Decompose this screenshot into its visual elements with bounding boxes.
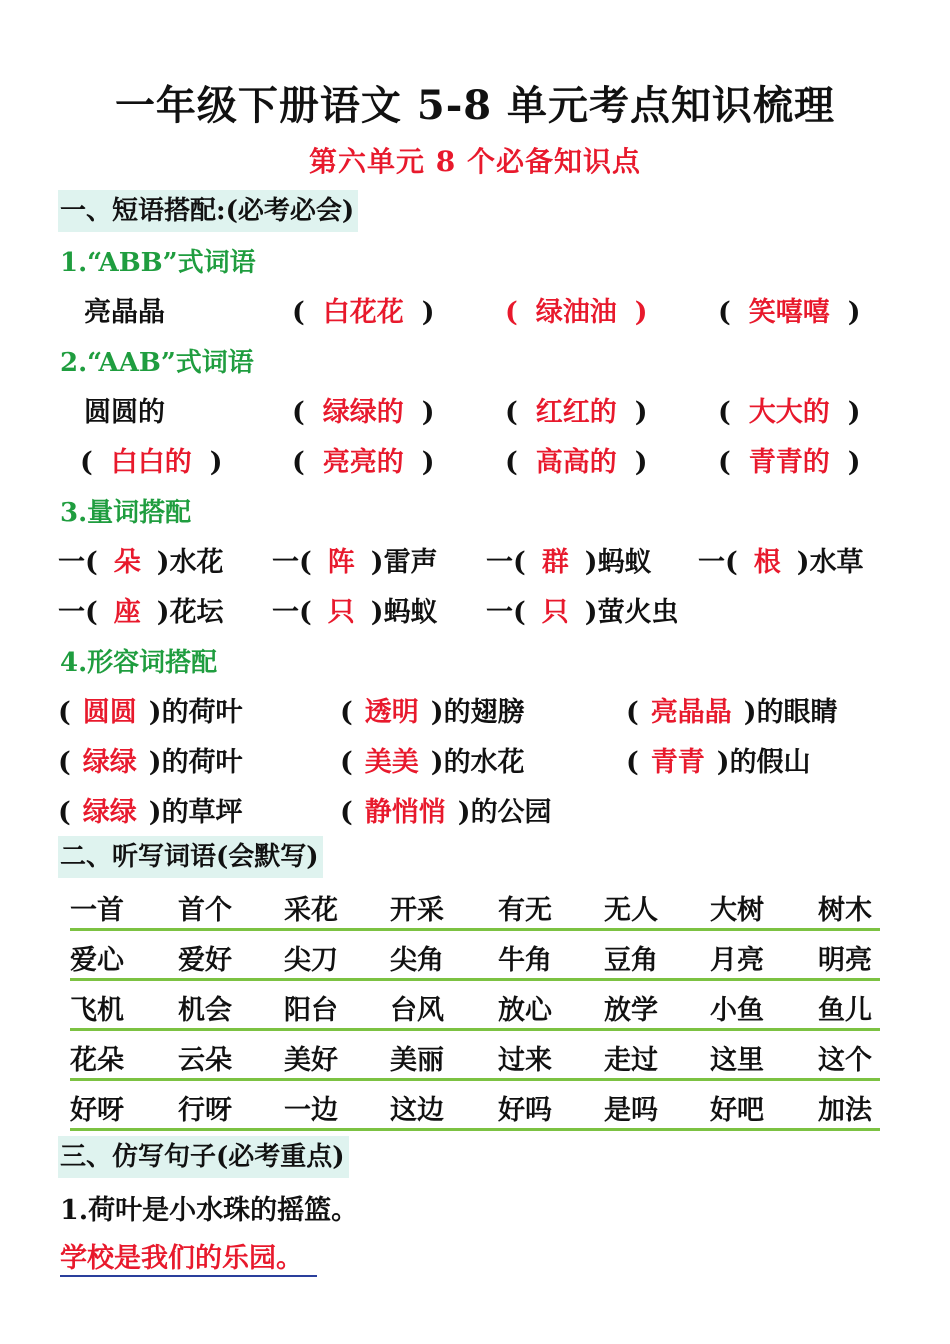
dictation-word: 是吗 — [604, 1095, 658, 1126]
dictation-word: 好吧 — [710, 1095, 764, 1126]
adjective-item: ( 美美 )的水花 — [340, 747, 525, 778]
measure-noun: 水花 — [169, 547, 224, 578]
dictation-word: 小鱼 — [710, 995, 764, 1026]
dictation-row — [70, 936, 880, 981]
dictation-word: 采花 — [284, 895, 338, 926]
answer-text: 高高的 — [535, 447, 617, 478]
dictation-word: 尖角 — [390, 945, 444, 976]
aab-given-word: 圆圆的 — [84, 397, 165, 428]
section-heading-dictation: 二、听写词语(会默写) — [58, 836, 323, 878]
dictation-word: 明亮 — [818, 945, 872, 976]
measure-prefix: 一( — [58, 597, 98, 628]
measure-item — [272, 540, 438, 579]
adjective-answer: 青青 — [650, 747, 705, 778]
answer-text: 青青的 — [748, 447, 830, 478]
adjective-noun: 的眼睛 — [756, 697, 838, 728]
dictation-word: 尖刀 — [284, 945, 338, 976]
dictation-word: 有无 — [498, 895, 552, 926]
adjective-noun: 的假山 — [729, 747, 811, 778]
aab-answer: ( 绿绿的 ) — [292, 397, 435, 428]
measure-close: ) — [584, 547, 598, 578]
dictation-row — [70, 1086, 880, 1131]
answer-text: 笑嘻嘻 — [748, 297, 830, 328]
measure-close: ) — [156, 597, 170, 628]
answer-sentence: 学校是我们的乐园。 — [60, 1236, 317, 1277]
dictation-word: 无人 — [604, 895, 658, 926]
measure-noun: 水草 — [809, 547, 864, 578]
measure-word-label: 3.量词搭配 — [60, 498, 192, 528]
answer-text: 红红的 — [535, 397, 617, 428]
adjective-noun: 的草坪 — [161, 797, 243, 828]
dictation-word: 台风 — [390, 995, 444, 1026]
measure-item — [698, 540, 864, 579]
adjective-answer: 美美 — [364, 747, 419, 778]
measure-close: ) — [370, 547, 384, 578]
adjective-item: ( 静悄悄 )的公园 — [340, 797, 552, 828]
measure-prefix: 一( — [486, 547, 526, 578]
measure-item — [58, 590, 224, 629]
dictation-word: 放学 — [604, 995, 658, 1026]
dictation-word: 首个 — [178, 895, 232, 926]
dictation-word: 爱心 — [70, 945, 124, 976]
adjective-answer: 透明 — [364, 697, 419, 728]
dictation-word: 鱼儿 — [818, 995, 872, 1026]
dictation-word: 过来 — [498, 1045, 552, 1076]
measure-item — [486, 540, 652, 579]
dictation-word: 这边 — [390, 1095, 444, 1126]
dictation-word: 云朵 — [178, 1045, 232, 1076]
measure-close: ) — [584, 597, 598, 628]
abb-answer-2: ( 绿油油 ) — [505, 297, 648, 328]
answer-text: 绿绿的 — [322, 397, 404, 428]
adjective-noun: 的水花 — [443, 747, 525, 778]
dictation-word: 花朵 — [70, 1045, 124, 1076]
aab-answer: ( 红红的 ) — [505, 397, 648, 428]
abb-given-word: 亮晶晶 — [84, 297, 165, 328]
measure-answer: 座 — [113, 597, 141, 628]
abb-answer-1: ( 白花花 ) — [292, 297, 435, 328]
dictation-word: 机会 — [178, 995, 232, 1026]
section-heading-imitation: 三、仿写句子(必考重点) — [58, 1136, 349, 1178]
dictation-word: 好吗 — [498, 1095, 552, 1126]
answer-text: 亮亮的 — [322, 447, 404, 478]
section-heading-phrases: 一、短语搭配:(必考必会) — [58, 190, 358, 232]
dictation-word: 树木 — [818, 895, 872, 926]
dictation-word: 加法 — [818, 1095, 872, 1126]
dictation-row — [70, 986, 880, 1031]
dictation-word: 牛角 — [498, 945, 552, 976]
aab-answer: ( 白白的 ) — [80, 447, 223, 478]
dictation-word: 阳台 — [284, 995, 338, 1026]
adjective-noun: 的荷叶 — [161, 747, 243, 778]
adjective-item: ( 绿绿 )的荷叶 — [58, 747, 243, 778]
measure-answer: 朵 — [113, 547, 141, 578]
adjective-noun: 的翅膀 — [443, 697, 525, 728]
abb-answer-3: ( 笑嘻嘻 ) — [718, 297, 861, 328]
adjective-answer: 亮晶晶 — [650, 697, 732, 728]
dictation-word: 好呀 — [70, 1095, 124, 1126]
measure-item — [58, 540, 224, 579]
adjective-answer: 圆圆 — [82, 697, 137, 728]
adjective-label: 4.形容词搭配 — [60, 648, 218, 678]
aab-answer: ( 高高的 ) — [505, 447, 648, 478]
dictation-word: 月亮 — [710, 945, 764, 976]
aab-label: 2.“AAB”式词语 — [60, 348, 254, 378]
dictation-word: 走过 — [604, 1045, 658, 1076]
measure-item — [272, 590, 438, 629]
adjective-item: ( 绿绿 )的草坪 — [58, 797, 243, 828]
dictation-word: 大树 — [710, 895, 764, 926]
adjective-item: ( 亮晶晶 )的眼睛 — [626, 697, 838, 728]
dictation-word: 一首 — [70, 895, 124, 926]
dictation-word: 豆角 — [604, 945, 658, 976]
aab-answer: ( 亮亮的 ) — [292, 447, 435, 478]
dictation-word: 这个 — [818, 1045, 872, 1076]
adjective-answer: 静悄悄 — [364, 797, 446, 828]
dictation-word: 放心 — [498, 995, 552, 1026]
measure-item — [486, 590, 679, 629]
measure-answer: 群 — [541, 547, 569, 578]
measure-noun: 雷声 — [383, 547, 438, 578]
aab-answer: ( 大大的 ) — [718, 397, 861, 428]
adjective-answer: 绿绿 — [82, 747, 137, 778]
measure-close: ) — [156, 547, 170, 578]
measure-noun: 蚂蚁 — [383, 597, 438, 628]
unit-subtitle: 第六单元 8 个必备知识点 — [309, 145, 641, 178]
measure-close: ) — [370, 597, 384, 628]
dictation-word: 一边 — [284, 1095, 338, 1126]
dictation-word: 开采 — [390, 895, 444, 926]
answer-text: 白白的 — [110, 447, 192, 478]
dictation-word: 美好 — [284, 1045, 338, 1076]
adjective-noun: 的荷叶 — [161, 697, 243, 728]
measure-answer: 根 — [753, 547, 781, 578]
dictation-word: 飞机 — [70, 995, 124, 1026]
measure-prefix: 一( — [698, 547, 738, 578]
measure-answer: 只 — [541, 597, 569, 628]
abb-label: 1.“ABB”式词语 — [60, 248, 256, 278]
adjective-noun: 的公园 — [470, 797, 552, 828]
dictation-word: 美丽 — [390, 1045, 444, 1076]
measure-answer: 阵 — [327, 547, 355, 578]
example-sentence: 1.荷叶是小水珠的摇篮。 — [60, 1195, 359, 1226]
measure-prefix: 一( — [486, 597, 526, 628]
measure-answer: 只 — [327, 597, 355, 628]
adjective-item: ( 透明 )的翅膀 — [340, 697, 525, 728]
dictation-word: 行呀 — [178, 1095, 232, 1126]
answer-text: 绿油油 — [535, 297, 617, 328]
adjective-answer: 绿绿 — [82, 797, 137, 828]
aab-answer: ( 青青的 ) — [718, 447, 861, 478]
measure-noun: 花坛 — [169, 597, 224, 628]
answer-text: 白花花 — [322, 297, 404, 328]
measure-prefix: 一( — [272, 547, 312, 578]
answer-text: 大大的 — [748, 397, 830, 428]
adjective-item: ( 圆圆 )的荷叶 — [58, 697, 243, 728]
measure-prefix: 一( — [272, 597, 312, 628]
adjective-item: ( 青青 )的假山 — [626, 747, 811, 778]
dictation-row — [70, 1036, 880, 1081]
measure-close: ) — [796, 547, 810, 578]
measure-noun: 萤火虫 — [597, 597, 679, 628]
dictation-word: 这里 — [710, 1045, 764, 1076]
dictation-row — [70, 886, 880, 931]
dictation-word: 爱好 — [178, 945, 232, 976]
page-title: 一年级下册语文 5-8 单元考点知识梳理 — [114, 82, 836, 129]
measure-noun: 蚂蚁 — [597, 547, 652, 578]
measure-prefix: 一( — [58, 547, 98, 578]
